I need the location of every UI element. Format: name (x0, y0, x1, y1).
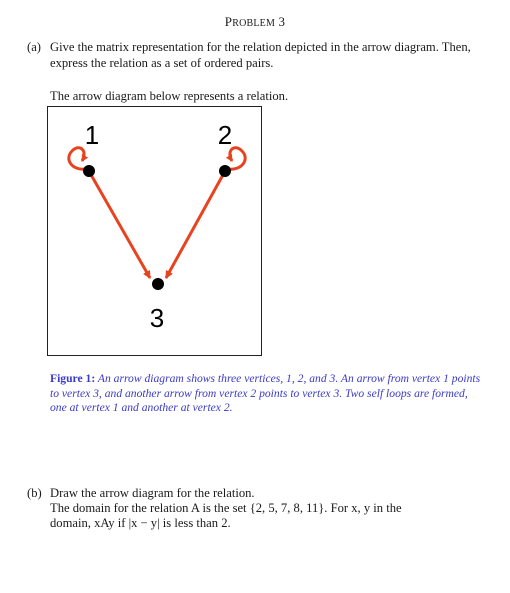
problem-title-initial: P (224, 14, 233, 29)
problem-title-rest: ROBLEM (232, 18, 276, 29)
figure-intro-text: The arrow diagram below represents a relation. (50, 89, 289, 103)
vertex-3-label: 3 (149, 303, 165, 333)
vertex-2-node (219, 165, 231, 177)
figure-caption-text: An arrow diagram shows three vertices, 1, 2, and 3. An arrow from vertex 1 points to vertex 3, and another arrow from vertex 2 points to vertex 3. Two self loops are formed, one at vertex 1 and another at vertex 2. (50, 372, 481, 415)
edge-1-to-3 (90, 173, 150, 278)
figure-caption (50, 372, 486, 416)
vertex-1-node (83, 165, 95, 177)
vertex-2-label: 2 (217, 120, 233, 150)
part-b-line-2: The domain for the relation A is the set {2, 5, 7, 8, 11}. For x, y in the (50, 501, 402, 515)
problem-title (0, 14, 510, 30)
arrow-diagram (48, 107, 261, 355)
arrow-diagram-figure (47, 106, 262, 356)
part-a-label: (a) (27, 40, 41, 54)
part-b-line-1: Draw the arrow diagram for the relation. (50, 486, 255, 500)
self-loop-vertex-2 (228, 148, 245, 169)
problem-number: 3 (278, 14, 286, 29)
part-b-label: (b) (27, 486, 42, 500)
vertex-1-label: 1 (84, 120, 100, 150)
edge-2-to-3 (166, 173, 224, 278)
self-loop-vertex-1 (69, 148, 86, 169)
vertex-3-node (152, 278, 164, 290)
figure-caption-label: Figure 1: (50, 372, 96, 385)
part-a-text: Give the matrix representation for the relation depicted in the arrow diagram. Then, express the relation as a set of ordered pairs. (50, 40, 471, 70)
part-b-line-3: domain, xAy if |x − y| is less than 2. (50, 516, 231, 530)
